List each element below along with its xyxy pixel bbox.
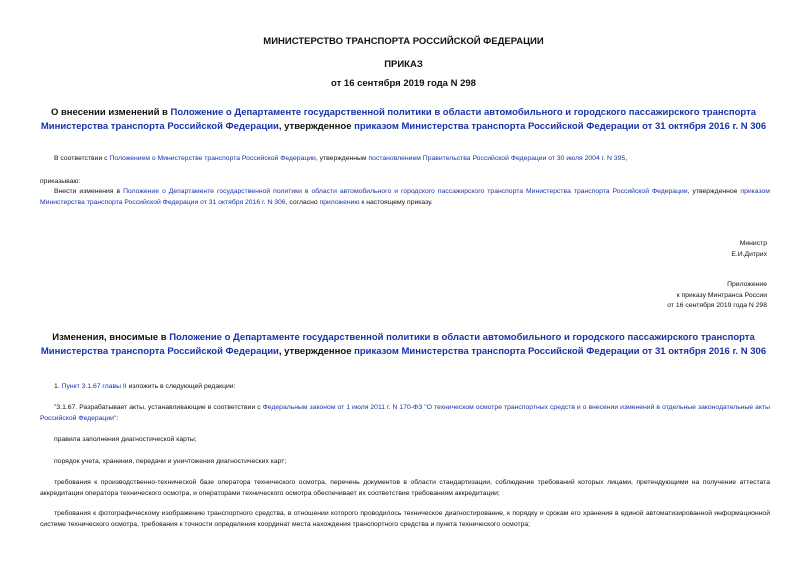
document-type: ПРИКАЗ [384, 59, 423, 70]
order-regulation-link[interactable]: Положение о Департаменте государственной политики в области автомобильного и городского пассажирского транспорта Министерства транспорта Российской Федерации [123, 188, 688, 195]
document-title [20, 106, 787, 134]
quote-prefix: "3.1.67. Разрабатывает акты, устанавливающие в соответствии с [54, 404, 263, 411]
order-mid2: , согласно [285, 198, 320, 206]
appendix-label: Приложение [727, 281, 767, 288]
title-prefix: О внесении изменений в [50, 107, 171, 118]
ministry-regulation-link[interactable]: Положением о Министерстве транспорта Российской Федерации [109, 155, 316, 162]
item-1-suffix: изложить в следующей редакции: [126, 383, 236, 390]
quote-suffix: : [116, 414, 119, 422]
title-mid: , утвержденное [278, 121, 355, 132]
changes-title [20, 331, 787, 359]
changes-mid: , утвержденное [278, 346, 355, 357]
government-decree-link[interactable]: постановлением Правительства Российской Федерации от 30 июля 2004 г. N 395 [368, 155, 626, 162]
list-item: требования к фотографическому изображению транспортного средства, в отношении которого проводилось техническое диагностирование, к порядку и срокам его хранения в единой автоматизированной информационной системе технического осмотра, требования к точности определения координат места нахождения транспортного средства и пункта технического осмотра; [40, 510, 770, 528]
signature-position: Министр [739, 240, 767, 247]
item-1-prefix: 1. [54, 383, 62, 390]
list-item: правила заполнения диагностической карты; [54, 436, 197, 443]
preamble-prefix: В соответствии с [54, 155, 110, 162]
list-item: порядок учета, хранения, передачи и уничтожения диагностических карт; [54, 458, 287, 465]
item-1 [40, 382, 770, 393]
order-word: приказываю: [40, 178, 81, 185]
order-306-link-2[interactable]: приказом Министерства транспорта Российской Федерации от 31 октября 2016 г. N 306 [40, 188, 770, 206]
list-item: требования к производственно-технической базе оператора технического осмотра, перечень документов в области стандартизации, соблюдение требований которых лицами, претендующими на получение аттестата аккредитации оператора технического осмотра, и операторами технического осмотра обеспечивает их соответствие требованиям аккредитации; [40, 479, 770, 497]
federal-law-170-link[interactable]: Федеральным законом от 1 июля 2011 г. N 170-ФЗ "О техническом осмотре транспортных средств и о внесении изменений в отдельные законодательные акты Российской Федерации" [40, 404, 771, 422]
ministry-heading: МИНИСТЕРСТВО ТРАНСПОРТА РОССИЙСКОЙ ФЕДЕРАЦИИ [263, 36, 544, 47]
order-prefix: Внести изменения в [54, 188, 124, 195]
order-306-link[interactable]: приказом Министерства транспорта Российской Федерации от 31 октября 2016 г. N 306 [354, 121, 767, 132]
appendix-link[interactable]: приложению [319, 198, 360, 206]
changes-order-306-link[interactable]: приказом Министерства транспорта Российской Федерации от 31 октября 2016 г. N 306 [354, 346, 767, 357]
appendix-block [667, 280, 767, 312]
preamble-mid: , утвержденным [315, 155, 369, 162]
signature-name: Е.И.Дитрих [731, 250, 767, 258]
order-suffix: к настоящему приказу. [359, 198, 433, 206]
appendix-line2: к приказу Минтранса России [676, 291, 767, 299]
changes-regulation-link[interactable]: Положение о Департаменте государственной политики в области автомобильного и городского пассажирского транспорта Министерства транспорта Российской Федерации [40, 332, 755, 357]
changes-prefix: Изменения, вносимые в [52, 332, 170, 343]
appendix-line3: от 16 сентября 2019 года N 298 [667, 302, 767, 309]
preamble-suffix: , [625, 155, 628, 162]
signature-block [731, 239, 767, 260]
document-date: от 16 сентября 2019 года N 298 [331, 78, 476, 89]
order-mid: , утвержденное [687, 188, 741, 195]
regulation-link[interactable]: Положение о Департаменте государственной политики в области автомобильного и городского пассажирского транспорта Министерства транспорта Российской Федерации [40, 107, 757, 132]
preamble-paragraph [40, 154, 770, 165]
order-paragraph [40, 187, 770, 208]
clause-3-1-67-link[interactable]: Пункт 3.1.67 главы II [61, 383, 127, 390]
quote-paragraph [40, 403, 770, 424]
